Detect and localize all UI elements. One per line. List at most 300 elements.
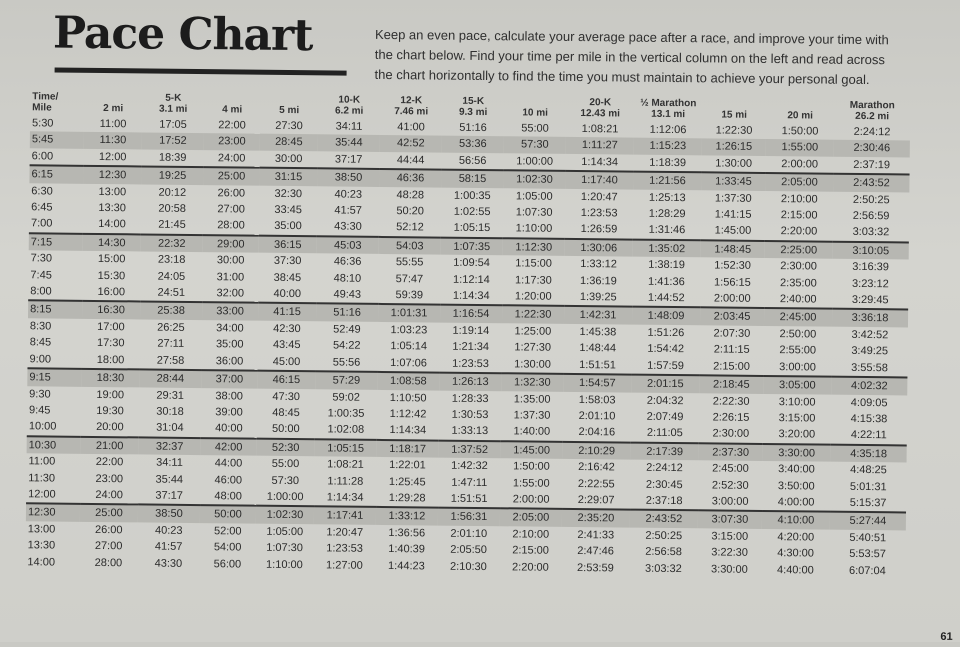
column-header bbox=[442, 96, 504, 121]
column-header bbox=[702, 98, 766, 123]
finish-time-cell: 11:00 bbox=[99, 118, 127, 131]
finish-time-cell: 21:45 bbox=[158, 219, 186, 232]
finish-time-cell: 3:03:32 bbox=[644, 562, 682, 575]
finish-time-cell: 2:00:00 bbox=[512, 493, 550, 506]
finish-time-cell: 2:37:19 bbox=[853, 158, 891, 172]
finish-time-cell: 4:00:00 bbox=[777, 496, 815, 509]
finish-time-cell: 3:50:00 bbox=[777, 479, 815, 493]
finish-time-cell: 20:00 bbox=[96, 421, 124, 434]
finish-time-cell: 2:11:05 bbox=[646, 427, 683, 440]
finish-time-cell: 1:07:35 bbox=[441, 237, 503, 255]
finish-time-cell: 2:55:00 bbox=[779, 344, 817, 357]
finish-time-cell: 37:30 bbox=[273, 255, 302, 268]
finish-time-cell: 1:21:34 bbox=[452, 340, 490, 354]
finish-time-cell: 1:56:15 bbox=[713, 276, 751, 289]
finish-time-cell: 35:44 bbox=[318, 135, 380, 152]
finish-time-cell: 1:25:00 bbox=[514, 325, 552, 338]
finish-time-cell: 1:05:15 bbox=[315, 439, 377, 457]
finish-time-cell: 1:00:00 bbox=[266, 490, 304, 504]
finish-time-cell: 44:44 bbox=[396, 153, 425, 167]
finish-time-cell: 2:15:00 bbox=[713, 360, 750, 373]
finish-time-cell: 52:49 bbox=[333, 323, 361, 336]
mile-pace-cell: 10:30 bbox=[27, 436, 81, 454]
finish-time-cell: 38:45 bbox=[273, 271, 302, 284]
finish-time-cell: 35:00 bbox=[274, 220, 302, 233]
finish-time-cell: 12:00 bbox=[98, 150, 127, 164]
finish-time-cell: 1:16:54 bbox=[440, 305, 502, 323]
finish-time-cell: 1:27:00 bbox=[326, 558, 363, 572]
finish-time-cell: 3:00:00 bbox=[779, 360, 816, 374]
finish-time-cell: 1:35:00 bbox=[513, 392, 551, 406]
finish-time-cell: 40:23 bbox=[154, 524, 183, 537]
finish-time-cell: 25:00 bbox=[203, 167, 259, 185]
finish-time-cell: 2:16:42 bbox=[578, 461, 615, 474]
finish-time-cell: 23:18 bbox=[157, 253, 186, 267]
finish-time-cell: 24:00 bbox=[217, 152, 246, 165]
finish-time-cell: 1:07:06 bbox=[390, 356, 427, 370]
finish-time-cell: 1:11:28 bbox=[327, 474, 364, 488]
column-header-group: 5-K bbox=[165, 92, 182, 104]
finish-time-cell: 2:20:00 bbox=[512, 560, 549, 574]
finish-time-cell: 1:22:01 bbox=[389, 459, 426, 472]
finish-time-cell: 5:15:37 bbox=[849, 496, 887, 510]
finish-time-cell: 1:32:30 bbox=[501, 373, 563, 391]
finish-time-cell: 3:36:18 bbox=[832, 309, 908, 327]
finish-time-cell: 41:00 bbox=[397, 121, 425, 134]
finish-time-cell: 57:29 bbox=[315, 371, 377, 389]
finish-time-cell: 23:00 bbox=[95, 472, 124, 485]
finish-time-cell: 26:00 bbox=[217, 186, 246, 200]
finish-time-cell: 2:50:25 bbox=[852, 193, 890, 206]
finish-time-cell: 6:07:04 bbox=[848, 564, 886, 577]
mile-pace-cell: 6:00 bbox=[31, 150, 54, 163]
finish-time-cell: 1:36:19 bbox=[580, 274, 617, 288]
finish-time-cell: 40:23 bbox=[334, 188, 363, 201]
pace-table bbox=[25, 91, 910, 579]
finish-time-cell: 56:00 bbox=[213, 557, 242, 571]
finish-time-cell: 43:45 bbox=[272, 339, 301, 352]
column-header-label: 5 mi bbox=[279, 104, 300, 117]
finish-time-cell: 1:20:00 bbox=[514, 290, 552, 303]
column-header-label: 12.43 mi bbox=[580, 108, 620, 120]
finish-time-cell: 2:10:00 bbox=[512, 528, 550, 541]
finish-time-cell: 1:14:34 bbox=[326, 491, 364, 504]
finish-time-cell: 31:04 bbox=[156, 421, 184, 435]
finish-time-cell: 48:00 bbox=[214, 490, 242, 503]
finish-time-cell: 15:00 bbox=[97, 253, 126, 266]
mile-pace-cell: 7:00 bbox=[30, 217, 53, 230]
column-header-group: Marathon bbox=[849, 99, 895, 112]
mile-pace-cell: 11:30 bbox=[28, 471, 56, 485]
finish-time-cell: 25:38 bbox=[140, 302, 202, 320]
finish-time-cell: 1:48:09 bbox=[632, 307, 700, 325]
finish-time-cell: 2:29:07 bbox=[577, 493, 615, 507]
finish-time-cell: 3:42:52 bbox=[851, 328, 889, 342]
finish-time-cell: 37:17 bbox=[155, 489, 183, 502]
finish-time-cell: 1:23:53 bbox=[580, 207, 618, 220]
column-header-label: 6.2 mi bbox=[334, 105, 364, 117]
finish-time-cell: 41:57 bbox=[154, 540, 183, 554]
finish-time-cell: 1:50:00 bbox=[781, 125, 819, 138]
finish-time-cell: 3:10:00 bbox=[778, 395, 816, 409]
finish-time-cell: 1:14:34 bbox=[452, 289, 490, 303]
finish-time-cell: 30:00 bbox=[216, 254, 245, 267]
finish-time-cell: 1:02:08 bbox=[327, 423, 365, 437]
finish-time-cell: 1:57:59 bbox=[647, 359, 684, 372]
finish-time-cell: 48:10 bbox=[333, 272, 362, 285]
finish-time-cell: 4:40:00 bbox=[776, 563, 814, 577]
column-header-group: 20-K bbox=[589, 97, 612, 109]
finish-time-cell: 31:00 bbox=[216, 270, 245, 284]
finish-time-cell: 3:03:32 bbox=[852, 226, 890, 239]
finish-time-cell: 1:17:40 bbox=[565, 171, 633, 189]
finish-time-cell: 23:00 bbox=[204, 134, 260, 151]
finish-time-cell: 5:01:31 bbox=[849, 480, 887, 493]
finish-time-cell: 2:05:00 bbox=[500, 509, 562, 527]
finish-time-cell: 1:00:35 bbox=[453, 189, 491, 202]
finish-time-cell: 2:37:18 bbox=[645, 494, 683, 508]
intro-text: Keep an even pace, calculate your average pace after a race, and improve your time with the chart below. Find your time per mile in the vertical column on the left and read across the chart horizontally to find the time you must maintain to achieve your personal goal. bbox=[374, 26, 889, 88]
column-header bbox=[380, 95, 442, 120]
mile-pace-cell: 7:15 bbox=[29, 233, 83, 251]
finish-time-cell: 1:44:52 bbox=[647, 291, 685, 305]
mile-pace-cell: 8:45 bbox=[29, 336, 52, 349]
finish-time-cell: 1:25:45 bbox=[388, 475, 426, 488]
finish-time-cell: 3:15:00 bbox=[778, 412, 816, 425]
finish-time-cell: 52:30 bbox=[257, 438, 315, 456]
finish-time-cell: 1:09:54 bbox=[453, 256, 491, 270]
finish-time-cell: 2:00:00 bbox=[713, 292, 751, 305]
mile-pace-cell: 14:00 bbox=[27, 555, 56, 569]
finish-time-cell: 1:45:00 bbox=[501, 441, 563, 459]
finish-time-cell: 34:00 bbox=[216, 322, 244, 335]
finish-time-cell: 2:24:12 bbox=[853, 125, 891, 139]
table-body bbox=[25, 115, 910, 579]
finish-time-cell: 2:53:59 bbox=[577, 561, 614, 574]
finish-time-cell: 1:48:44 bbox=[579, 342, 617, 355]
finish-time-cell: 34:11 bbox=[156, 456, 183, 470]
finish-time-cell: 2:01:10 bbox=[578, 409, 616, 423]
finish-time-cell: 2:35:00 bbox=[779, 276, 817, 290]
finish-time-cell: 1:21:56 bbox=[633, 172, 701, 190]
finish-time-cell: 5:27:44 bbox=[830, 512, 906, 530]
column-header-label: 2 mi bbox=[103, 103, 124, 115]
finish-time-cell: 1:47:11 bbox=[451, 476, 488, 489]
finish-time-cell: 2:25:00 bbox=[765, 241, 833, 259]
finish-time-cell: 2:22:30 bbox=[712, 394, 750, 408]
mile-pace-cell: 13:30 bbox=[27, 539, 56, 552]
finish-time-cell: 2:24:12 bbox=[646, 461, 683, 475]
finish-time-cell: 14:30 bbox=[83, 234, 141, 252]
page-number: 61 bbox=[940, 630, 953, 643]
finish-time-cell: 14:00 bbox=[98, 218, 126, 231]
finish-time-cell: 11:30 bbox=[84, 132, 142, 149]
finish-time-cell: 52:12 bbox=[396, 221, 424, 234]
column-header bbox=[30, 91, 84, 116]
finish-time-cell: 1:42:32 bbox=[451, 459, 488, 473]
finish-time-cell: 2:10:30 bbox=[450, 560, 487, 573]
column-header bbox=[260, 94, 318, 119]
finish-time-cell: 1:31:46 bbox=[648, 224, 686, 237]
finish-time-cell: 25:00 bbox=[80, 504, 138, 522]
finish-time-cell: 1:45:38 bbox=[579, 325, 617, 339]
finish-time-cell: 1:15:23 bbox=[634, 138, 702, 155]
finish-time-cell: 1:12:42 bbox=[389, 407, 427, 421]
finish-time-cell: 1:22:30 bbox=[502, 306, 564, 324]
finish-time-cell: 2:07:30 bbox=[713, 327, 751, 340]
mile-pace-cell: 9:15 bbox=[27, 368, 81, 386]
finish-time-cell: 4:02:32 bbox=[831, 377, 907, 395]
finish-time-cell: 2:43:52 bbox=[833, 174, 909, 192]
finish-time-cell: 1:28:29 bbox=[648, 207, 686, 221]
finish-time-cell: 24:00 bbox=[95, 488, 123, 502]
finish-time-cell: 2:03:45 bbox=[700, 308, 764, 326]
finish-time-cell: 1:26:15 bbox=[702, 139, 766, 156]
column-header bbox=[766, 99, 834, 124]
finish-time-cell: 21:00 bbox=[81, 437, 139, 455]
column-header-label: 7.46 mi bbox=[394, 106, 429, 118]
finish-time-cell: 2:04:32 bbox=[646, 394, 684, 407]
mile-pace-cell: 8:30 bbox=[29, 320, 52, 333]
finish-time-cell: 4:30:00 bbox=[777, 547, 814, 560]
finish-time-cell: 26:25 bbox=[157, 321, 185, 334]
finish-time-cell: 3:23:12 bbox=[851, 277, 889, 290]
finish-time-cell: 26:00 bbox=[94, 523, 123, 537]
finish-time-cell: 37:17 bbox=[334, 153, 363, 166]
finish-time-cell: 1:40:00 bbox=[513, 425, 551, 439]
finish-time-cell: 19:30 bbox=[96, 404, 124, 418]
finish-time-cell: 28:00 bbox=[94, 556, 123, 569]
finish-time-cell: 38:50 bbox=[138, 505, 200, 523]
finish-time-cell: 1:15:00 bbox=[515, 257, 553, 270]
finish-time-cell: 48:28 bbox=[396, 188, 425, 202]
finish-time-cell: 1:12:30 bbox=[503, 238, 565, 256]
finish-time-cell: 3:49:25 bbox=[851, 345, 889, 358]
finish-time-cell: 30:18 bbox=[156, 405, 184, 418]
finish-time-cell: 40:00 bbox=[273, 287, 302, 301]
finish-time-cell: 1:05:00 bbox=[266, 525, 304, 538]
mile-pace-cell: 12:30 bbox=[26, 504, 80, 522]
finish-time-cell: 17:52 bbox=[142, 133, 204, 150]
column-header-label: 10 mi bbox=[522, 107, 549, 119]
finish-time-cell: 1:19:14 bbox=[452, 324, 490, 337]
finish-time-cell: 2:00:00 bbox=[781, 157, 819, 171]
finish-time-cell: 1:42:31 bbox=[564, 306, 632, 324]
finish-time-cell: 1:51:26 bbox=[647, 326, 685, 340]
finish-time-cell: 1:23:53 bbox=[326, 542, 364, 555]
finish-time-cell: 34:11 bbox=[335, 120, 363, 133]
finish-time-cell: 17:00 bbox=[97, 320, 125, 334]
column-header bbox=[566, 97, 634, 122]
finish-time-cell: 41:15 bbox=[258, 303, 316, 321]
finish-time-cell: 1:11:27 bbox=[566, 137, 634, 154]
finish-time-cell: 44:00 bbox=[214, 457, 243, 470]
finish-time-cell: 1:05:14 bbox=[390, 340, 428, 353]
finish-time-cell: 1:14:34 bbox=[389, 424, 427, 437]
finish-time-cell: 54:22 bbox=[332, 339, 361, 353]
finish-time-cell: 48:45 bbox=[272, 406, 300, 420]
finish-time-cell: 47:30 bbox=[272, 390, 301, 403]
finish-time-cell: 2:20:00 bbox=[780, 225, 818, 238]
finish-time-cell: 1:33:12 bbox=[376, 507, 438, 525]
finish-time-cell: 12:30 bbox=[83, 166, 141, 184]
finish-time-cell: 1:00:35 bbox=[327, 407, 365, 420]
finish-time-cell: 1:44:23 bbox=[388, 559, 425, 572]
finish-time-cell: 1:14:34 bbox=[581, 155, 619, 169]
finish-time-cell: 51:16 bbox=[316, 304, 378, 322]
finish-time-cell: 1:50:00 bbox=[513, 460, 550, 473]
finish-time-cell: 1:51:51 bbox=[450, 492, 488, 506]
finish-time-cell: 45:03 bbox=[317, 236, 379, 254]
finish-time-cell: 1:03:23 bbox=[390, 323, 428, 337]
finish-time-cell: 1:37:30 bbox=[714, 192, 752, 205]
finish-time-cell: 18:30 bbox=[81, 369, 139, 387]
column-header-label: 13.1 mi bbox=[651, 108, 686, 121]
finish-time-cell: 2:45:00 bbox=[712, 462, 749, 475]
finish-time-cell: 1:08:21 bbox=[327, 458, 364, 471]
finish-time-cell: 1:10:00 bbox=[515, 222, 553, 236]
finish-time-cell: 1:22:30 bbox=[715, 124, 753, 137]
finish-time-cell: 1:37:30 bbox=[513, 409, 551, 422]
finish-time-cell: 1:41:36 bbox=[648, 275, 685, 288]
finish-time-cell: 1:07:30 bbox=[515, 206, 553, 219]
finish-time-cell: 13:00 bbox=[98, 185, 127, 198]
finish-time-cell: 2:10:29 bbox=[563, 442, 631, 460]
mile-pace-cell: 6:15 bbox=[29, 165, 83, 183]
finish-time-cell: 1:45:00 bbox=[714, 224, 752, 238]
finish-time-cell: 1:12:06 bbox=[649, 123, 687, 137]
finish-time-cell: 57:47 bbox=[395, 272, 424, 286]
finish-time-cell: 55:55 bbox=[395, 256, 424, 269]
finish-time-cell: 16:30 bbox=[82, 301, 140, 319]
finish-time-cell: 55:56 bbox=[332, 356, 361, 369]
finish-time-cell: 1:36:56 bbox=[388, 526, 426, 540]
finish-time-cell: 1:37:52 bbox=[439, 440, 501, 458]
finish-time-cell: 36:00 bbox=[215, 354, 244, 368]
finish-time-cell: 20:12 bbox=[158, 186, 187, 199]
column-header bbox=[204, 93, 260, 118]
page-title: Pace Chart bbox=[52, 7, 313, 62]
finish-time-cell: 4:20:00 bbox=[777, 530, 815, 544]
finish-time-cell: 46:36 bbox=[379, 169, 441, 187]
finish-time-cell: 2:17:39 bbox=[631, 442, 699, 460]
finish-time-cell: 56:56 bbox=[458, 154, 487, 167]
mile-pace-cell: 13:00 bbox=[27, 523, 56, 536]
finish-time-cell: 1:33:13 bbox=[451, 425, 489, 438]
finish-time-cell: 51:16 bbox=[459, 121, 487, 135]
finish-time-cell: 18:00 bbox=[96, 353, 125, 366]
finish-time-cell: 1:40:39 bbox=[388, 543, 426, 556]
finish-time-cell: 1:41:15 bbox=[714, 208, 752, 221]
finish-time-cell: 2:15:00 bbox=[780, 209, 818, 222]
mile-pace-cell: 7:45 bbox=[30, 268, 52, 282]
finish-time-cell: 50:00 bbox=[200, 505, 256, 523]
finish-time-cell: 1:33:45 bbox=[701, 173, 765, 191]
mile-pace-cell: 8:15 bbox=[28, 301, 82, 319]
mile-pace-cell: 9:45 bbox=[28, 404, 51, 417]
finish-time-cell: 1:10:00 bbox=[266, 558, 303, 571]
finish-time-cell: 2:10:00 bbox=[780, 192, 818, 206]
mile-pace-cell: 9:30 bbox=[29, 387, 51, 401]
finish-time-cell: 1:30:06 bbox=[565, 239, 633, 257]
finish-time-cell: 2:30:00 bbox=[712, 427, 750, 441]
column-header-label: 20 mi bbox=[787, 110, 814, 122]
finish-time-cell: 24:51 bbox=[157, 286, 186, 299]
finish-time-cell: 2:50:00 bbox=[779, 328, 817, 341]
column-header bbox=[84, 92, 142, 117]
finish-time-cell: 17:05 bbox=[159, 118, 187, 131]
finish-time-cell: 1:48:45 bbox=[701, 240, 765, 258]
finish-time-cell: 2:01:15 bbox=[631, 375, 699, 393]
finish-time-cell: 3:16:39 bbox=[852, 261, 889, 274]
column-header-group: 15-K bbox=[462, 95, 485, 108]
finish-time-cell: 1:05:15 bbox=[453, 222, 491, 235]
finish-time-cell: 42:52 bbox=[380, 135, 442, 152]
finish-time-cell: 22:32 bbox=[141, 234, 203, 252]
mile-pace-cell: 5:45 bbox=[30, 132, 84, 149]
finish-time-cell: 2:56:59 bbox=[852, 209, 890, 223]
finish-time-cell: 1:25:13 bbox=[648, 191, 686, 204]
finish-time-cell: 42:30 bbox=[273, 322, 301, 335]
finish-time-cell: 1:00:00 bbox=[516, 155, 554, 168]
finish-time-cell: 22:00 bbox=[218, 119, 246, 132]
finish-time-cell: 1:10:50 bbox=[389, 391, 427, 404]
finish-time-cell: 18:39 bbox=[158, 151, 187, 164]
finish-time-cell: 1:01:31 bbox=[378, 304, 440, 322]
finish-time-cell: 3:22:30 bbox=[711, 546, 748, 559]
column-header bbox=[142, 92, 204, 117]
finish-time-cell: 1:02:55 bbox=[453, 205, 491, 219]
finish-time-cell: 37:00 bbox=[201, 370, 257, 388]
finish-time-cell: 38:50 bbox=[317, 169, 379, 187]
column-header-label: 9.3 mi bbox=[458, 106, 488, 119]
finish-time-cell: 4:10:00 bbox=[762, 511, 830, 529]
finish-time-cell: 3:10:05 bbox=[833, 242, 909, 260]
finish-time-cell: 3:20:00 bbox=[778, 428, 816, 441]
mile-pace-cell: 9:00 bbox=[29, 352, 52, 366]
finish-time-cell: 1:30:00 bbox=[715, 157, 753, 170]
finish-time-cell: 32:30 bbox=[274, 187, 303, 200]
finish-time-cell: 59:02 bbox=[332, 390, 361, 404]
finish-time-cell: 39:00 bbox=[215, 406, 243, 419]
column-header-group: ½ Marathon bbox=[640, 97, 697, 110]
finish-time-cell: 1:26:59 bbox=[580, 223, 618, 236]
finish-time-cell: 2:11:15 bbox=[713, 343, 750, 357]
finish-time-cell: 4:22:11 bbox=[850, 429, 887, 442]
finish-time-cell: 41:57 bbox=[334, 204, 362, 217]
finish-time-cell: 3:30:00 bbox=[710, 562, 748, 576]
finish-time-cell: 1:58:03 bbox=[578, 393, 616, 406]
finish-time-cell: 40:00 bbox=[215, 422, 243, 435]
finish-time-cell: 27:00 bbox=[94, 540, 123, 553]
mile-pace-cell: 6:45 bbox=[31, 201, 53, 214]
finish-time-cell: 1:38:19 bbox=[648, 259, 686, 272]
finish-time-cell: 55:00 bbox=[271, 457, 300, 471]
finish-time-cell: 3:15:00 bbox=[711, 530, 749, 543]
finish-time-cell: 2:30:45 bbox=[645, 478, 683, 491]
finish-time-cell: 1:39:25 bbox=[579, 291, 617, 304]
finish-time-cell: 4:48:25 bbox=[850, 464, 887, 477]
finish-time-cell: 29:00 bbox=[203, 235, 259, 253]
column-header-label: 4 mi bbox=[222, 104, 243, 116]
finish-time-cell: 30:00 bbox=[274, 152, 303, 165]
finish-time-cell: 1:02:30 bbox=[256, 506, 314, 524]
finish-time-cell: 28:45 bbox=[260, 134, 318, 151]
finish-time-cell: 1:55:00 bbox=[766, 139, 834, 156]
finish-time-cell: 1:33:12 bbox=[580, 258, 618, 271]
finish-time-cell: 4:15:38 bbox=[850, 412, 888, 426]
finish-time-cell: 29:31 bbox=[156, 389, 185, 402]
